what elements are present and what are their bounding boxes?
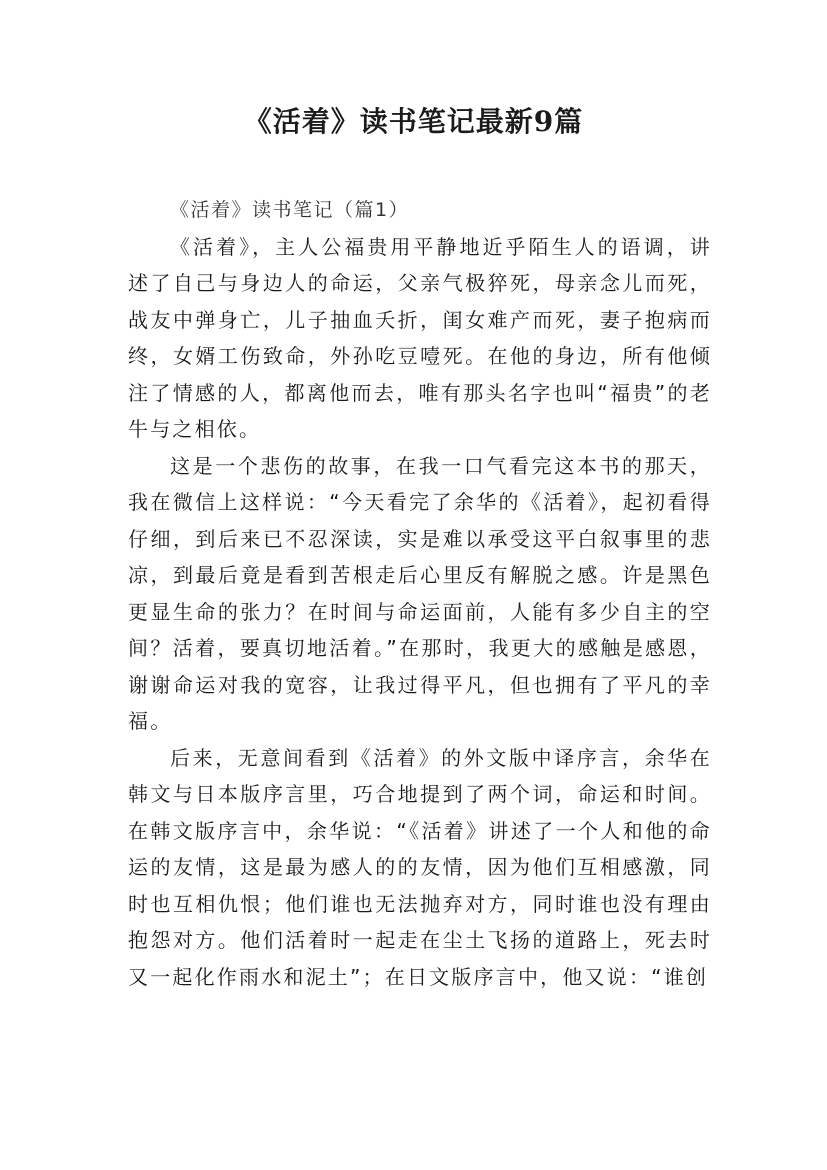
document-title: 《活着》读书笔记最新9篇	[243, 105, 584, 138]
paragraph-1: 《活着》，主人公福贵用平静地近乎陌生人的语调，讲述了自己与身边人的命运，父亲气极猝死，母亲念儿而死，战友中弹身亡，儿子抽血夭折，闺女难产而死，妻子抱病而终，女婿工伤致命，外孙吃豆噎死。在他的身边，所有他倾注了情感的人，都离他而去，唯有那头名字也叫“福贵”的老牛与之相依。	[128, 234, 712, 441]
paragraph-3: 后来，无意间看到《活着》的外文版中译序言，余华在韩文与日本版序言里，巧合地提到了两个词，命运和时间。在韩文版序言中，余华说：“《活着》讲述了一个人和他的命运的友情，这是最为感人的的友情，因为他们互相感激，同时也互相仇恨；他们谁也无法抛弃对方，同时谁也没有理由抱怨对方。他们活着时一起走在尘土飞扬的道路上，死去时又一起化作雨水和泥土”；在日文版序言中，他又说：“谁创	[128, 745, 712, 989]
document-body	[128, 192, 712, 995]
section-heading: 《活着》读书笔记（篇1）	[170, 199, 410, 221]
paragraph-2: 这是一个悲伤的故事，在我一口气看完这本书的那天，我在微信上这样说：“今天看完了余华的《活着》，起初看得仔细，到后来已不忍深读，实是难以承受这平白叙事里的悲凉，到最后竟是看到苦根走后心里反有解脱之感。许是黑色更显生命的张力？在时间与命运面前，人能有多少自主的空间？活着，要真切地活着。”在那时，我更大的感触是感恩，谢谢命运对我的宽容，让我过得平凡，但也拥有了平凡的幸福。	[128, 453, 712, 733]
